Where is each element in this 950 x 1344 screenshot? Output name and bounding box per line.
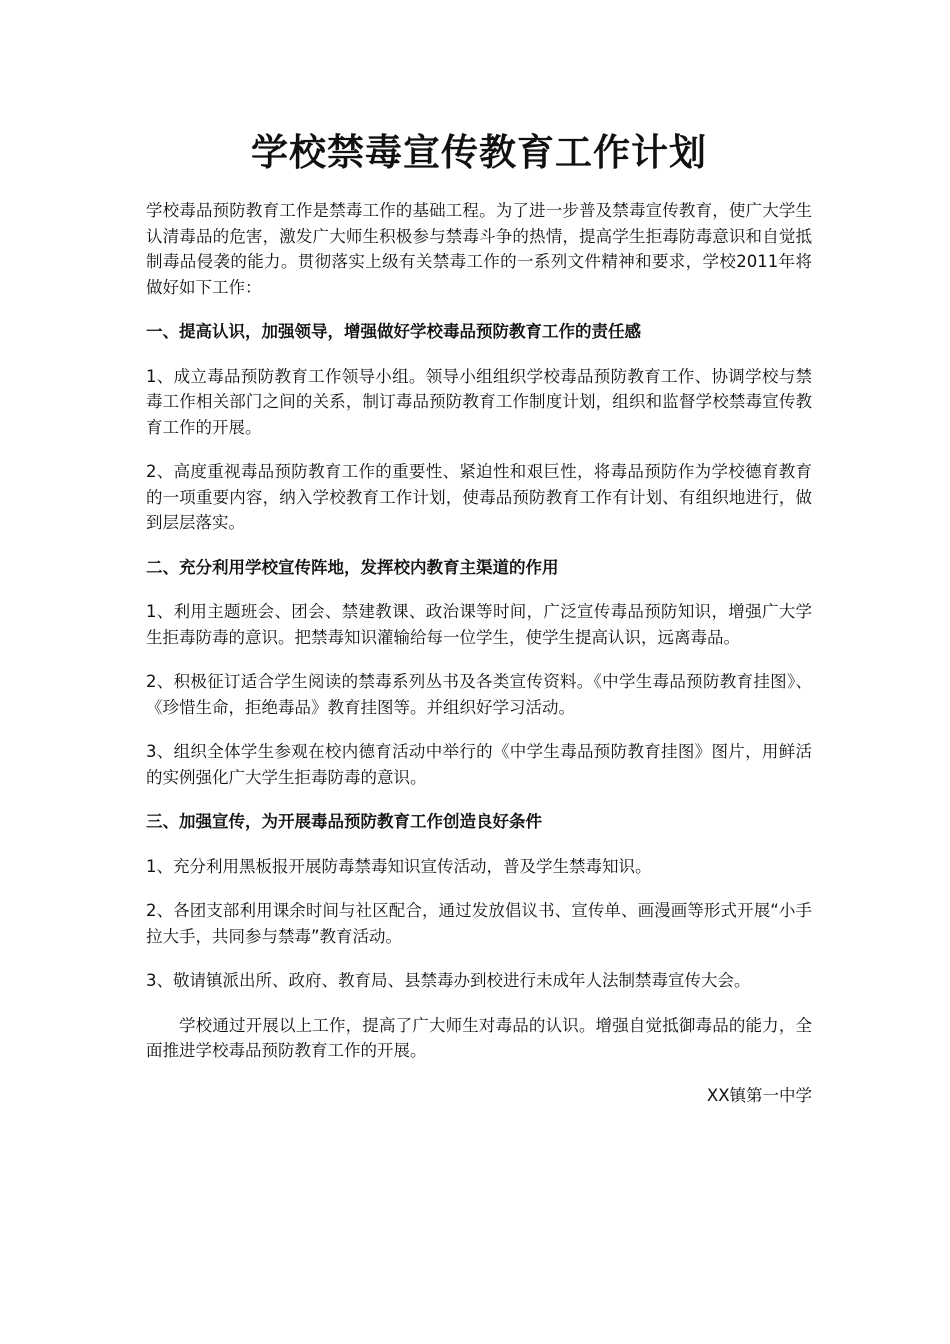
section-heading-3: 三、加强宣传，为开展毒品预防教育工作创造良好条件 (146, 812, 542, 831)
document-title: 学校禁毒宣传教育工作计划 (251, 131, 707, 174)
section-3-item-1: 1、充分利用黑板报开展防毒禁毒知识宣传活动，普及学生禁毒知识。 (146, 856, 652, 876)
conclusion-paragraph: 学校通过开展以上工作，提高了广大师生对毒品的认识。增强自觉抵御毒品的能力，全面推进学校毒品预防教育工作的开展。 (146, 1015, 812, 1060)
signature: XX镇第一中学 (706, 1085, 812, 1105)
section-3-item-2: 2、各团支部利用课余时间与社区配合，通过发放倡议书、宣传单、画漫画等形式开展“小手拉大手，共同参与禁毒”教育活动。 (146, 901, 812, 946)
section-heading-2: 二、充分利用学校宣传阵地，发挥校内教育主渠道的作用 (146, 557, 559, 577)
section-3-item-3: 3、敬请镇派出所、政府、教育局、县禁毒办到校进行未成年人法制禁毒宣传大会。 (146, 971, 751, 990)
document-body (146, 198, 812, 1108)
section-2-item-2: 2、积极征订适合学生阅读的禁毒系列丛书及各类宣传资料。《中学生毒品预防教育挂图》、《珍惜生命，拒绝毒品》教育挂图等。并组织好学习活动。 (146, 672, 812, 717)
section-2-item-3: 3、组织全体学生参观在校内德育活动中举行的《中学生毒品预防教育挂图》图片，用鲜活的实例强化广大学生拒毒防毒的意识。 (146, 742, 812, 787)
section-1-item-1: 1、成立毒品预防教育工作领导小组。领导小组组织学校毒品预防教育工作、协调学校与禁毒工作相关部门之间的关系，制订毒品预防教育工作制度计划，组织和监督学校禁毒宣传教育工作的开展。 (146, 366, 812, 437)
section-1-item-2: 2、高度重视毒品预防教育工作的重要性、紧迫性和艰巨性，将毒品预防作为学校德育教育的一项重要内容，纳入学校教育工作计划，使毒品预防教育工作有计划、有组织地进行，做到层层落实。 (146, 462, 812, 532)
section-heading-1: 一、提高认识，加强领导，增强做好学校毒品预防教育工作的责任感 (146, 322, 641, 341)
section-2-item-1: 1、利用主题班会、团会、禁建教课、政治课等时间，广泛宣传毒品预防知识，增强广大学生拒毒防毒的意识。把禁毒知识灌输给每一位学生，使学生提高认识，远离毒品。 (146, 602, 812, 647)
intro-paragraph: 学校毒品预防教育工作是禁毒工作的基础工程。为了进一步普及禁毒宣传教育，使广大学生认清毒品的危害，激发广大师生积极参与禁毒斗争的热情，提高学生拒毒防毒意识和自觉抵制毒品侵袭的能力。贯彻落实上级有关禁毒工作的一系列文件精神和要求，学校2011年将做好如下工作： (146, 201, 812, 297)
